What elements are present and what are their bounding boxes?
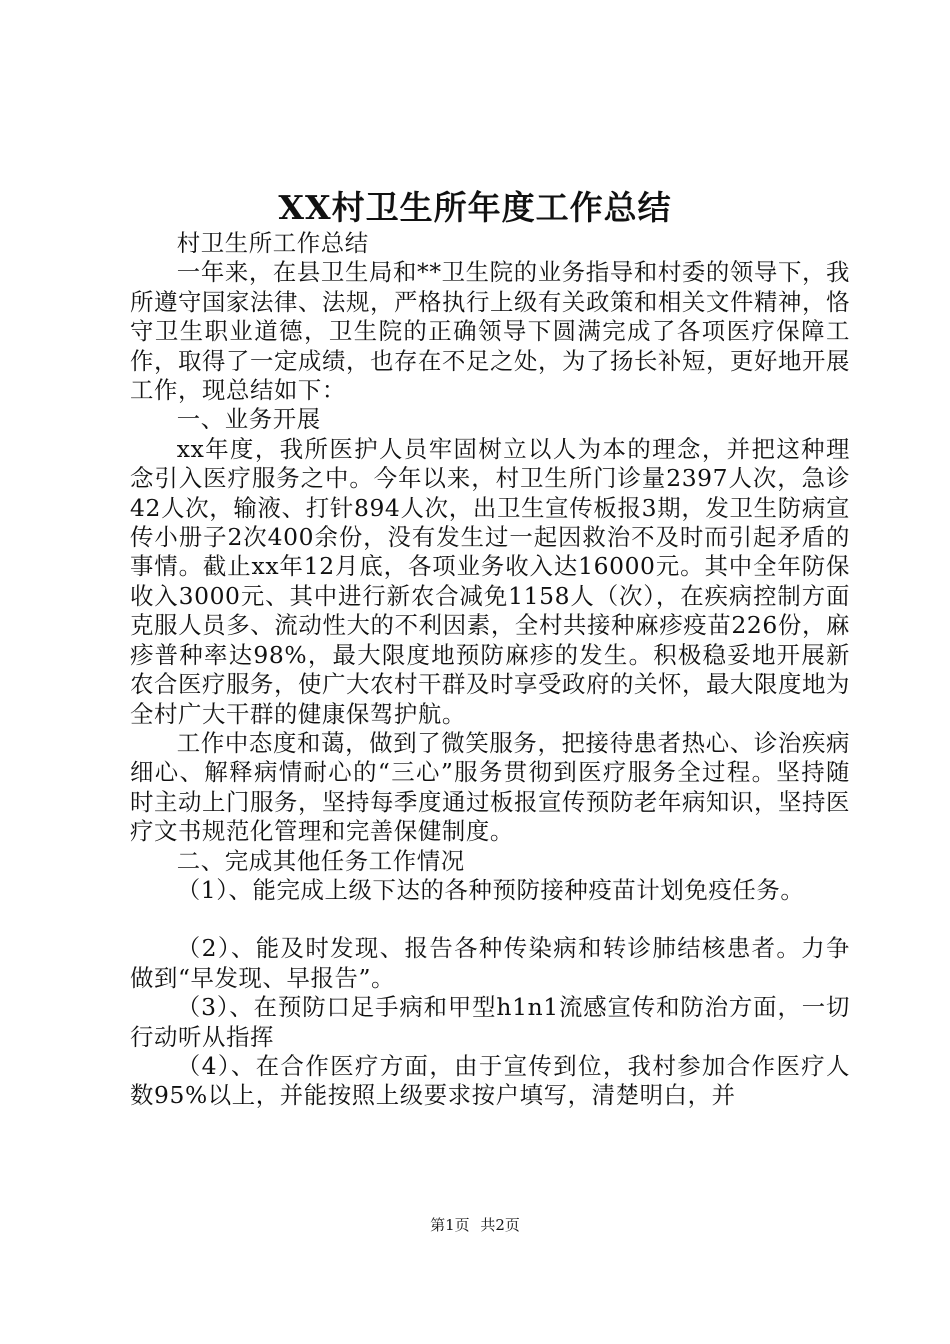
paragraph-subtitle: 村卫生所工作总结 (176, 229, 369, 257)
list-item-2: （2）、能及时发现、报告各种传染病和转诊肺结核患者。力争做到“早发现、早报告”。 (130, 934, 850, 992)
paragraph-intro: 一年来，在县卫生局和**卫生院的业务指导和村委的领导下，我所遵守国家法律、法规，严格执行上级有关政策和相关文件精神，恪守卫生职业道德，卫生院的正确领导下圆满完成了各项医疗保障工作，取得了一定成绩，也存在不足之处，为了扬长补短，更好地开展工作，现总结如下： (130, 258, 850, 405)
page-number: 第1页 (430, 1216, 470, 1234)
document-body (130, 229, 850, 1111)
section-heading-other-tasks: 二、完成其他任务工作情况 (176, 846, 465, 875)
list-item-3: （3）、在预防口足手病和甲型h1n1流感宣传和防治方面，一切行动听从指挥 (130, 993, 850, 1051)
list-item-1: （1）、能完成上级下达的各种预防接种疫苗计划免疫任务。 (176, 875, 805, 904)
list-item-4: （4）、在合作医疗方面，由于宣传到位，我村参加合作医疗人数95%以上，并能按照上级要求按户填写，清楚明白，并 (130, 1051, 850, 1110)
paragraph-attitude: 工作中态度和蔼，做到了微笑服务，把接待患者热心、诊治疾病细心、解释病情耐心的“三心”服务贯彻到医疗服务全过程。坚持随时主动上门服务，坚持每季度通过板报宣传预防老年病知识，坚持医疗文书规范化管理和完善保健制度。 (130, 728, 850, 846)
page-footer (0, 1215, 950, 1235)
page-total: 共2页 (480, 1216, 520, 1234)
section-heading-business: 一、业务开展 (176, 405, 321, 434)
document-title: XX村卫生所年度工作总结 (278, 188, 672, 227)
paragraph-business: xx年度，我所医护人员牢固树立以人为本的理念，并把这种理念引入医疗服务之中。今年以来，村卫生所门诊量2397人次，急诊42人次，输液、打针894人次，出卫生宣传板报3期，发卫生防病宣传小册子2次400余份，没有发生过一起因救治不及时而引起矛盾的事情。截止xx年12月底，各项业务收入达16000元。其中全年防保收入3000元、其中进行新农合减免1158人（次），在疾病控制方面克服人员多、流动性大的不利因素，全村共接种麻疹疫苗226份，麻疹普种率达98%，最大限度地预防麻疹的发生。积极稳妥地开展新农合医疗服务，使广大农村干群及时享受政府的关怀，最大限度地为全村广大干群的健康保驾护航。 (130, 434, 850, 728)
